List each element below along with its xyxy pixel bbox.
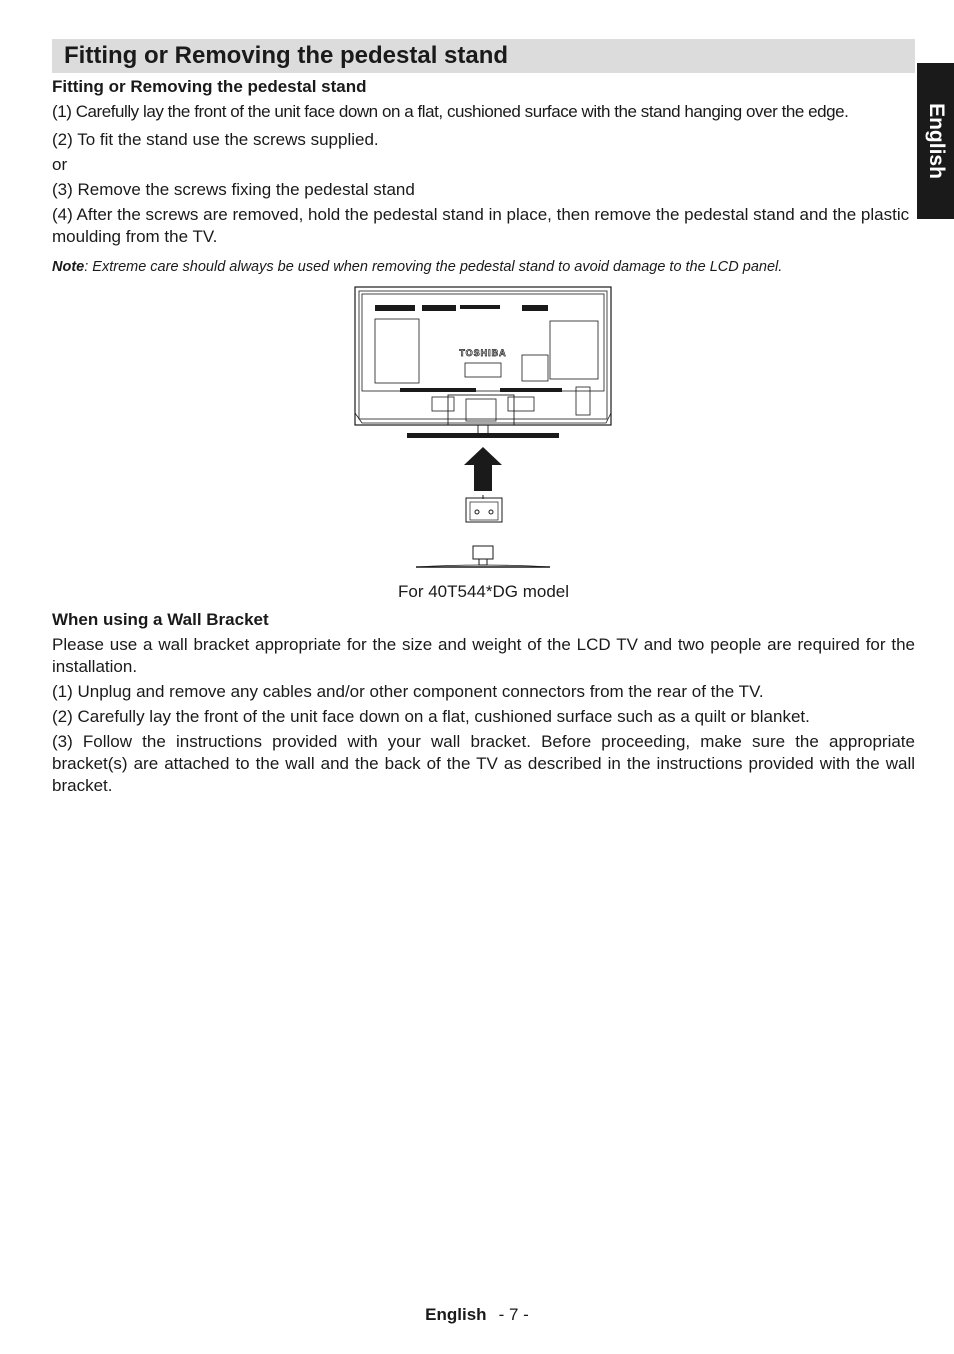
- stand-base-part: [416, 546, 550, 567]
- wall-step-1: (1) Unplug and remove any cables and/or other component connectors from the rear of the TV.: [52, 682, 764, 701]
- note-text: : Extreme care should always be used when removing the pedestal stand to avoid damage to the LCD panel.: [84, 259, 783, 275]
- step-2-fit-stand: (2) To fit the stand use the screws supplied.: [52, 130, 379, 149]
- wall-step-2: (2) Carefully lay the front of the unit face down on a flat, cushioned surface such as a quilt or blanket.: [52, 707, 810, 726]
- section-title-bar: [52, 39, 915, 73]
- language-side-tab-label: English: [924, 103, 948, 179]
- page-number: - 7 -: [498, 1305, 529, 1324]
- stand-neck-part: [466, 495, 502, 522]
- section-heading-wall-bracket: When using a Wall Bracket: [52, 610, 269, 629]
- figure-caption: For 40T544*DG model: [397, 582, 570, 601]
- footer-language: English: [425, 1305, 487, 1324]
- up-arrow-icon: [464, 447, 502, 491]
- or-text: or: [52, 155, 68, 174]
- note-label: Note: [52, 259, 85, 275]
- wall-step-3: (3) Follow the instructions provided with your wall bracket. Before proceeding, make sure the appropriate bracket(s) are attached to the wall and the back of the TV as described in the instructions provided with the wall bracket.: [52, 732, 915, 795]
- language-side-tab: [917, 63, 954, 219]
- note-paragraph: [52, 256, 915, 278]
- step-3-remove-screws: (3) Remove the screws fixing the pedestal stand: [52, 180, 415, 199]
- section-heading-pedestal: Fitting or Removing the pedestal stand: [52, 77, 367, 96]
- toshiba-logo: TOSHIBA: [459, 348, 507, 358]
- step-1-lay-unit: (1) Carefully lay the front of the unit face down on a flat, cushioned surface with the stand hanging over the edge.: [52, 102, 849, 121]
- step-4-remove-stand: (4) After the screws are removed, hold the pedestal stand in place, then remove the pedestal stand and the plastic moulding from the TV.: [52, 205, 910, 246]
- wall-bracket-intro: Please use a wall bracket appropriate for the size and weight of the LCD TV and two people are required for the installation.: [52, 635, 915, 676]
- page-title: Fitting or Removing the pedestal stand: [64, 42, 509, 69]
- tv-stand-illustration: [350, 283, 618, 575]
- page-footer: [0, 1305, 954, 1325]
